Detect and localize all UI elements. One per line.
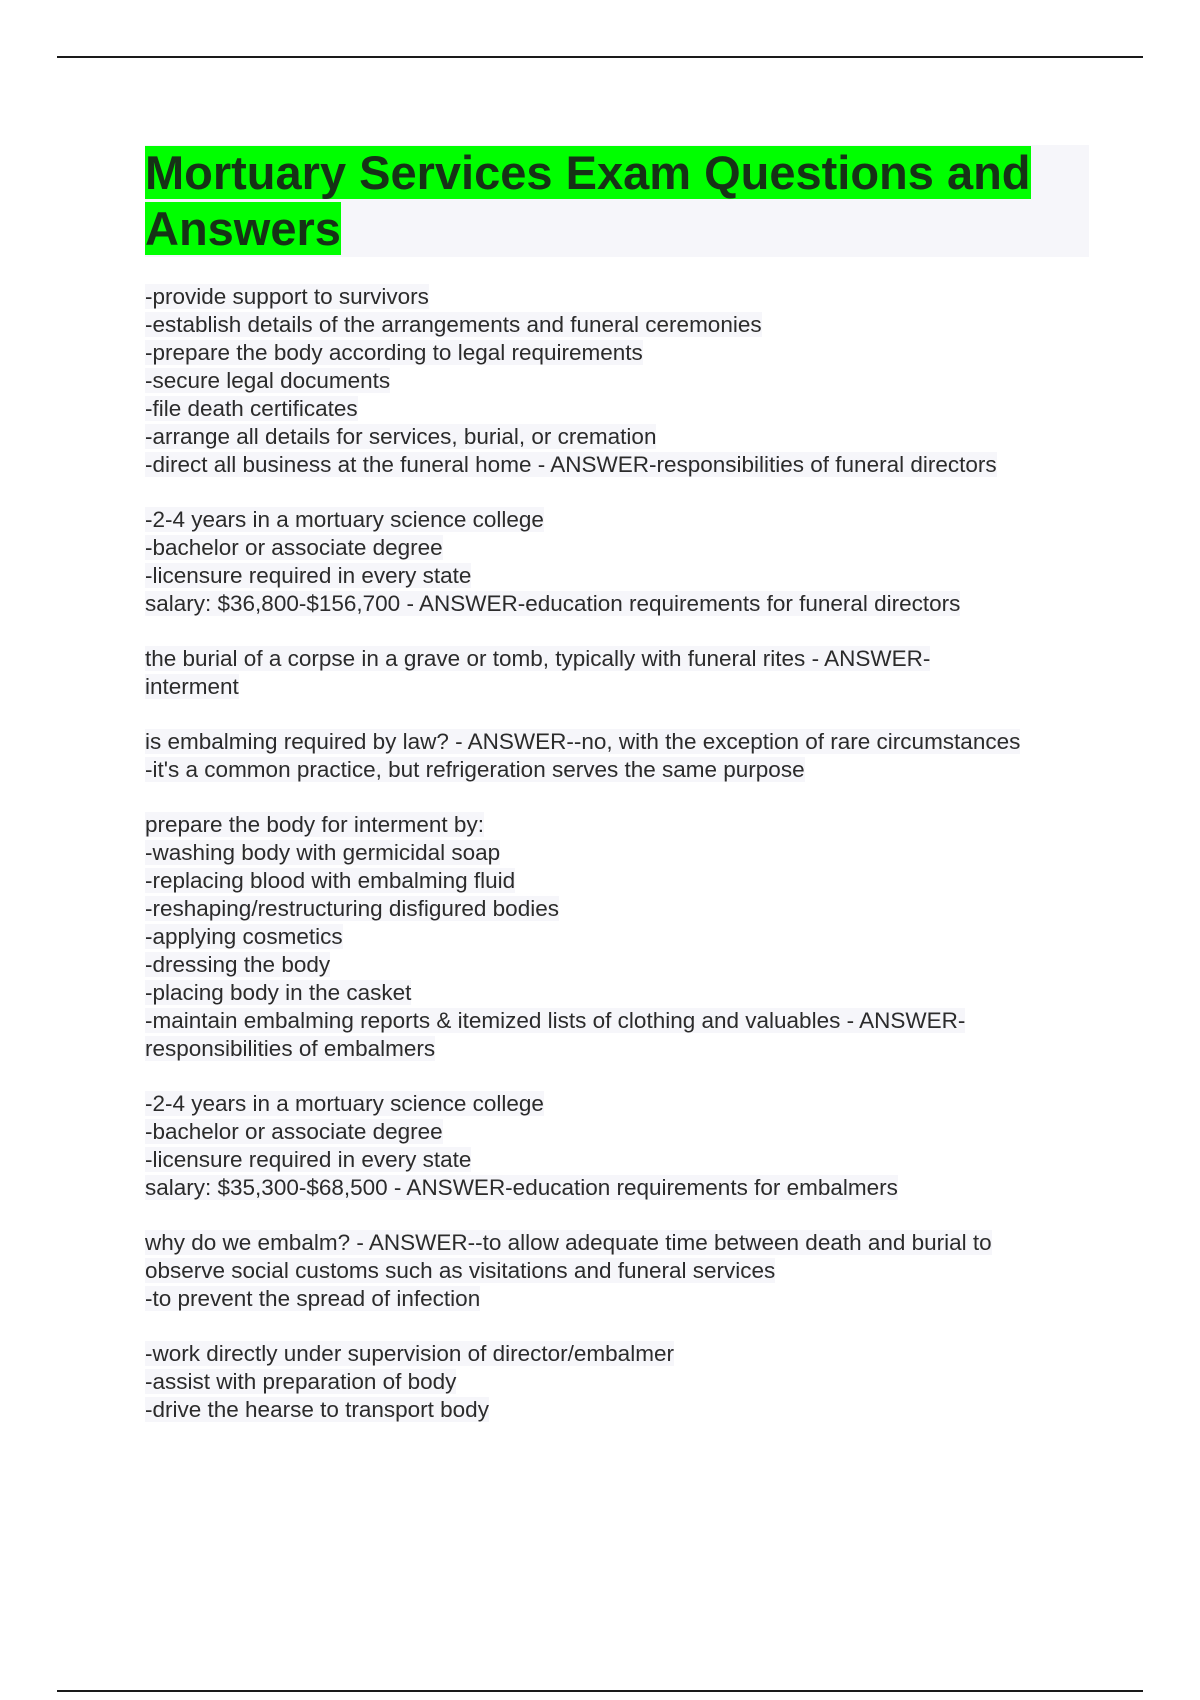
text-line <box>145 283 1095 311</box>
text-line <box>145 728 1095 756</box>
text-line-content: -it's a common practice, but refrigeration serves the same purpose <box>145 757 805 782</box>
text-line <box>145 590 1095 618</box>
text-line-content: -drive the hearse to transport body <box>145 1397 489 1422</box>
text-line <box>145 867 1095 895</box>
qa-block <box>145 1090 1095 1202</box>
text-line <box>145 756 1095 784</box>
text-line-content: -assist with preparation of body <box>145 1369 457 1394</box>
text-line-content: -bachelor or associate degree <box>145 535 443 560</box>
text-line-content: -licensure required in every state <box>145 1147 472 1172</box>
text-line-content: -2-4 years in a mortuary science college <box>145 1091 544 1116</box>
text-line <box>145 923 1095 951</box>
text-line-content: -placing body in the casket <box>145 980 412 1005</box>
text-line-content: -direct all business at the funeral home - ANSWER-responsibilities of funeral directors <box>145 452 997 477</box>
text-line-content: -arrange all details for services, burial, or cremation <box>145 424 657 449</box>
text-line <box>145 1257 1095 1285</box>
text-line-content: -dressing the body <box>145 952 331 977</box>
text-line-content: salary: $36,800-$156,700 - ANSWER-education requirements for funeral directors <box>145 591 961 616</box>
qa-block <box>145 506 1095 618</box>
text-line-content: -provide support to survivors <box>145 284 429 309</box>
text-line <box>145 1174 1095 1202</box>
text-line <box>145 951 1095 979</box>
text-line-content: responsibilities of embalmers <box>145 1036 436 1061</box>
text-line <box>145 1368 1095 1396</box>
text-line-content: the burial of a corpse in a grave or tomb, typically with funeral rites - ANSWER- <box>145 646 931 671</box>
top-rule <box>57 56 1143 58</box>
text-line-content: -establish details of the arrangements and funeral ceremonies <box>145 312 762 337</box>
text-line-content: prepare the body for interment by: <box>145 812 484 837</box>
text-line-content: interment <box>145 674 239 699</box>
text-line <box>145 1229 1095 1257</box>
text-line <box>145 1118 1095 1146</box>
text-line-content: -applying cosmetics <box>145 924 343 949</box>
text-line-content: -washing body with germicidal soap <box>145 840 501 865</box>
text-line <box>145 1090 1095 1118</box>
text-line <box>145 562 1095 590</box>
text-line <box>145 367 1095 395</box>
text-line <box>145 1007 1095 1035</box>
text-line-content: why do we embalm? - ANSWER--to allow adequate time between death and burial to <box>145 1230 992 1255</box>
text-line <box>145 979 1095 1007</box>
text-line-content: -maintain embalming reports & itemized lists of clothing and valuables - ANSWER- <box>145 1008 966 1033</box>
text-line <box>145 339 1095 367</box>
document-body <box>145 283 1095 1451</box>
text-line <box>145 506 1095 534</box>
text-line-content: -to prevent the spread of infection <box>145 1286 481 1311</box>
qa-block <box>145 811 1095 1063</box>
text-line-content: -bachelor or associate degree <box>145 1119 443 1144</box>
text-line-content: -secure legal documents <box>145 368 391 393</box>
text-line <box>145 534 1095 562</box>
text-line <box>145 1035 1095 1063</box>
text-line-content: observe social customs such as visitations and funeral services <box>145 1258 776 1283</box>
text-line-content: -file death certificates <box>145 396 358 421</box>
text-line-content: -2-4 years in a mortuary science college <box>145 507 544 532</box>
text-line <box>145 1396 1095 1424</box>
text-line <box>145 811 1095 839</box>
text-line <box>145 395 1095 423</box>
qa-block <box>145 645 1095 701</box>
text-line <box>145 311 1095 339</box>
text-line <box>145 423 1095 451</box>
page-title <box>145 145 1089 257</box>
text-line-content: -reshaping/restructuring disfigured bodies <box>145 896 559 921</box>
text-line-content: -prepare the body according to legal requirements <box>145 340 643 365</box>
text-line <box>145 1285 1095 1313</box>
text-line-content: -work directly under supervision of director/embalmer <box>145 1341 674 1366</box>
page-title-text: Mortuary Services Exam Questions and Answers <box>145 146 1031 255</box>
text-line <box>145 839 1095 867</box>
text-line <box>145 1146 1095 1174</box>
text-line <box>145 673 1095 701</box>
text-line-content: is embalming required by law? - ANSWER--no, with the exception of rare circumstances <box>145 729 1021 754</box>
text-line-content: -licensure required in every state <box>145 563 472 588</box>
text-line-content: -replacing blood with embalming fluid <box>145 868 516 893</box>
text-line-content: salary: $35,300-$68,500 - ANSWER-education requirements for embalmers <box>145 1175 898 1200</box>
text-line <box>145 895 1095 923</box>
text-line <box>145 1340 1095 1368</box>
text-line <box>145 451 1095 479</box>
qa-block <box>145 728 1095 784</box>
qa-block <box>145 283 1095 479</box>
qa-block <box>145 1340 1095 1424</box>
text-line <box>145 645 1095 673</box>
bottom-rule <box>57 1690 1143 1692</box>
title-block <box>145 145 1089 257</box>
qa-block <box>145 1229 1095 1313</box>
